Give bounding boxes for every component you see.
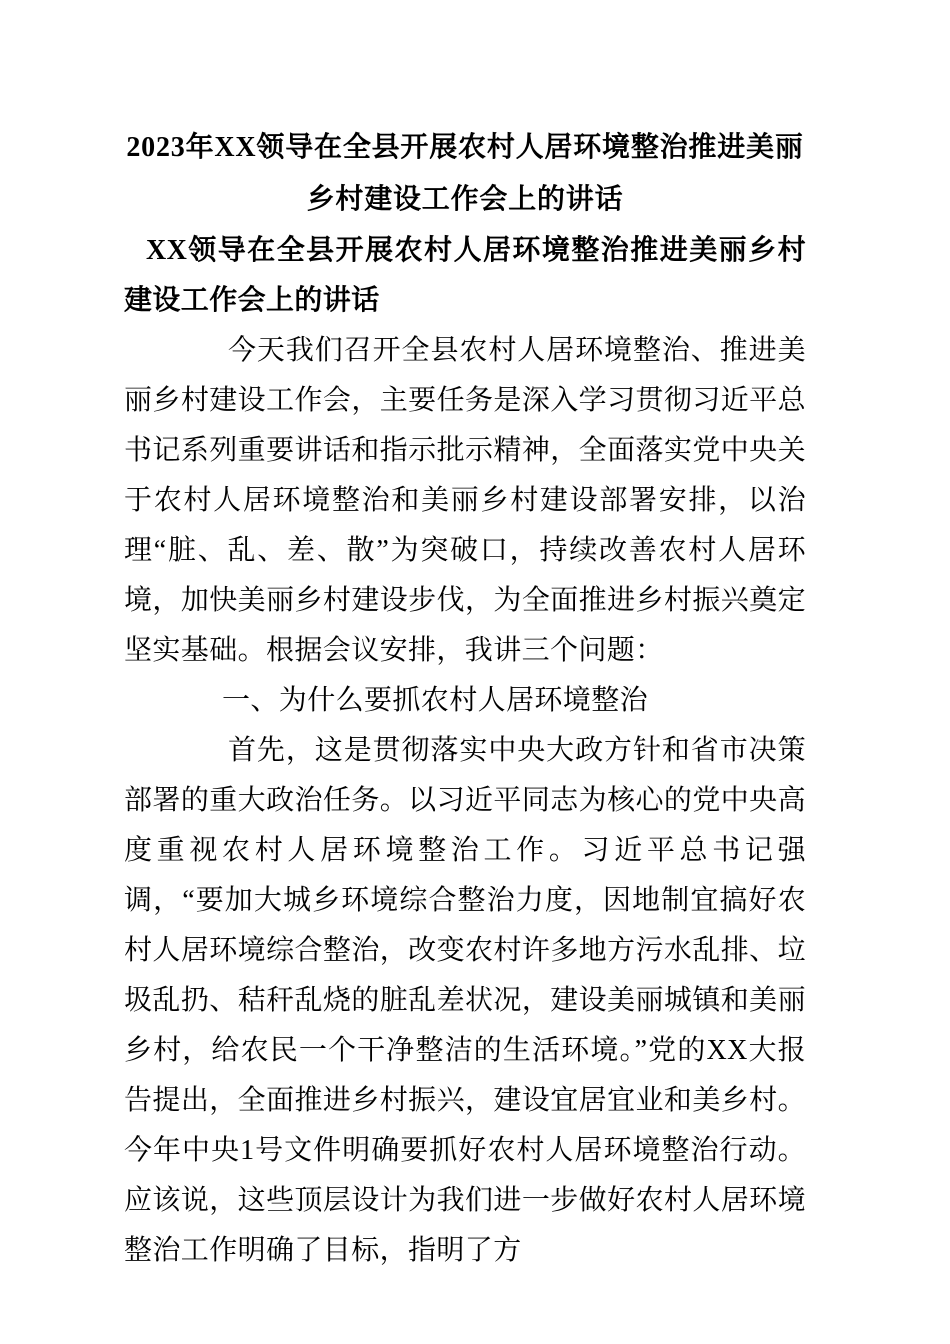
- section-1-heading: 一、为什么要抓农村人居环境整治: [222, 685, 649, 716]
- document-title: 2023年XX领导在全县开展农村人居环境整治推进美丽乡村建设工作会上的讲话: [126, 132, 804, 215]
- document-subtitle: XX领导在全县开展农村人居环境整治推进美丽乡村建设工作会上的讲话: [124, 235, 806, 316]
- intro-paragraph: 今天我们召开全县农村人居环境整治、推进美丽乡村建设工作会，主要任务是深入学习贯彻习近平总书记系列重要讲话和指示批示精神，全面落实党中央关于农村人居环境整治和美丽乡村建设部署安排，以治理“脏、乱、差、散”为突破口，持续改善农村人居环境，加快美丽乡村建设步伐，为全面推进乡村振兴奠定坚实基础。根据会议安排，我讲三个问题：: [124, 335, 806, 666]
- section-1-paragraph: 首先，这是贯彻落实中央大政方针和省市决策部署的重大政治任务。以习近平同志为核心的党中央高度重视农村人居环境整治工作。习近平总书记强调，“要加大城乡环境综合整治力度，因地制宜搞好农村人居环境综合整治，改变农村许多地方污水乱排、垃圾乱扔、秸秆乱烧的脏乱差状况，建设美丽城镇和美丽乡村，给农民一个干净整洁的生活环境。”党的XX大报告提出，全面推进乡村振兴，建设宜居宜业和美乡村。今年中央1号文件明确要抓好农村人居环境整治行动。应该说，这些顶层设计为我们进一步做好农村人居环境整治工作明确了目标，指明了方: [124, 735, 806, 1266]
